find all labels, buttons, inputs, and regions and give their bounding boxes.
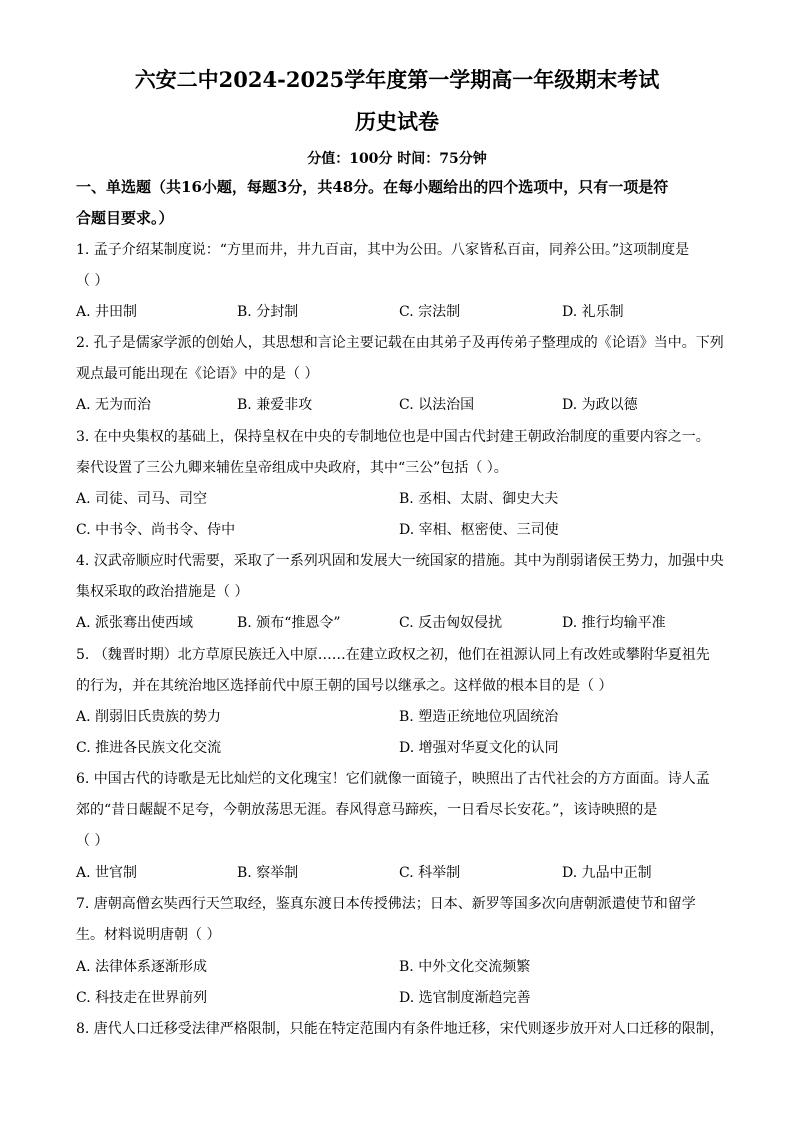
q4-option-d: D. 推行均输平准 <box>562 615 666 631</box>
q1-option-d: D. 礼乐制 <box>562 304 624 320</box>
q7-stem-line1: 7. 唐朝高僧玄奘西行天竺取经，鉴真东渡日本传授佛法；日本、新罗等国多次向唐朝派遣使节和留学 <box>76 896 696 912</box>
q8-stem-line1: 8. 唐代人口迁移受法律严格限制，只能在特定范围内有条件地迁移，宋代则逐步放开对人口迁移的限制， <box>76 1021 724 1037</box>
q7-option-a: A. 法律体系逐渐形成 <box>76 959 208 975</box>
q6-option-c: C. 科举制 <box>399 865 461 881</box>
q3-stem-line2: 秦代设置了三公九卿来辅佐皇帝组成中央政府，其中“三公”包括（ ）。 <box>76 460 508 476</box>
q6-option-d: D. 九品中正制 <box>562 865 652 881</box>
q5-option-c: C. 推进各民族文化交流 <box>76 740 222 756</box>
section-heading-line1: 一、单选题（共16小题，每题3分，共48分。在每小题给出的四个选项中，只有一项是符 <box>76 178 669 196</box>
q1-stem-line1: 1. 孟子介绍某制度说：“方里而井，井九百亩，其中为公田。八家皆私百亩，同养公田。”这项制度是 <box>76 242 690 258</box>
q6-stem-line1: 6. 中国古代的诗歌是无比灿烂的文化瑰宝！它们就像一面镜子，映照出了古代社会的方方面面。诗人孟 <box>76 771 710 787</box>
q2-option-c: C. 以法治国 <box>399 397 475 413</box>
q7-option-c: C. 科技走在世界前列 <box>76 990 208 1006</box>
q3-option-a: A. 司徒、司马、司空 <box>76 491 208 507</box>
q3-option-d: D. 宰相、枢密使、三司使 <box>399 522 559 538</box>
q3-option-b: B. 丞相、太尉、御史大夫 <box>399 491 559 507</box>
q5-option-b: B. 塑造正统地位巩固统治 <box>399 709 559 725</box>
q4-option-c: C. 反击匈奴侵扰 <box>399 615 503 631</box>
q6-option-b: B. 察举制 <box>237 865 299 881</box>
q2-option-b: B. 兼爱非攻 <box>237 397 313 413</box>
q6-option-a: A. 世官制 <box>76 865 138 881</box>
q6-stem-line3: （ ） <box>76 833 109 849</box>
q5-stem-line1: 5. （魏晋时期）北方草原民族迁入中原……在建立政权之初，他们在祖源认同上有改姓或攀附华夏祖先 <box>76 647 710 663</box>
exam-title: 六安二中2024-2025学年度第一学期高一年级期末考试 <box>134 67 660 92</box>
q7-option-d: D. 选官制度渐趋完善 <box>399 990 531 1006</box>
q4-option-a: A. 派张骞出使西域 <box>76 615 194 631</box>
exam-subject: 历史试卷 <box>355 109 439 134</box>
q7-stem-line2: 生。材料说明唐朝（ ） <box>76 927 221 943</box>
q6-stem-line2: 郊的“昔日龌龊不足夸，今朝放荡思无涯。春风得意马蹄疾，一日看尽长安花。”，该诗映照的是 <box>76 802 658 818</box>
q2-stem-line2: 观点最可能出现在《论语》中的是（ ） <box>76 366 319 382</box>
q5-stem-line2: 的行为，并在其统治地区选择前代中原王朝的国号以继承之。这样做的根本目的是（ ） <box>76 678 613 694</box>
q2-stem-line1: 2. 孔子是儒家学派的创始人，其思想和言论主要记载在由其弟子及再传弟子整理成的《论语》当中。下列 <box>76 335 724 351</box>
q4-stem-line1: 4. 汉武帝顺应时代需要，采取了一系列巩固和发展大一统国家的措施。其中为削弱诸侯王势力，加强中央 <box>76 553 724 569</box>
score-time: 分值：100分 时间：75分钟 <box>307 151 487 167</box>
q1-option-c: C. 宗法制 <box>399 304 461 320</box>
q7-option-b: B. 中外文化交流频繁 <box>399 959 531 975</box>
q1-stem-line2: （ ） <box>76 273 109 289</box>
section-heading-line2: 合题目要求。） <box>76 209 174 227</box>
q4-stem-line2: 集权采取的政治措施是（ ） <box>76 584 249 600</box>
q1-option-a: A. 井田制 <box>76 304 138 320</box>
q2-option-d: D. 为政以德 <box>562 397 638 413</box>
q3-stem-line1: 3. 在中央集权的基础上，保持皇权在中央的专制地位也是中国古代封建王朝政治制度的重要内容之一。 <box>76 429 710 445</box>
q5-option-a: A. 削弱旧氏贵族的势力 <box>76 709 222 725</box>
q2-option-a: A. 无为而治 <box>76 397 152 413</box>
q3-option-c: C. 中书令、尚书令、侍中 <box>76 522 236 538</box>
q4-option-b: B. 颁布“推恩令” <box>237 615 341 631</box>
q5-option-d: D. 增强对华夏文化的认同 <box>399 740 559 756</box>
q1-option-b: B. 分封制 <box>237 304 299 320</box>
